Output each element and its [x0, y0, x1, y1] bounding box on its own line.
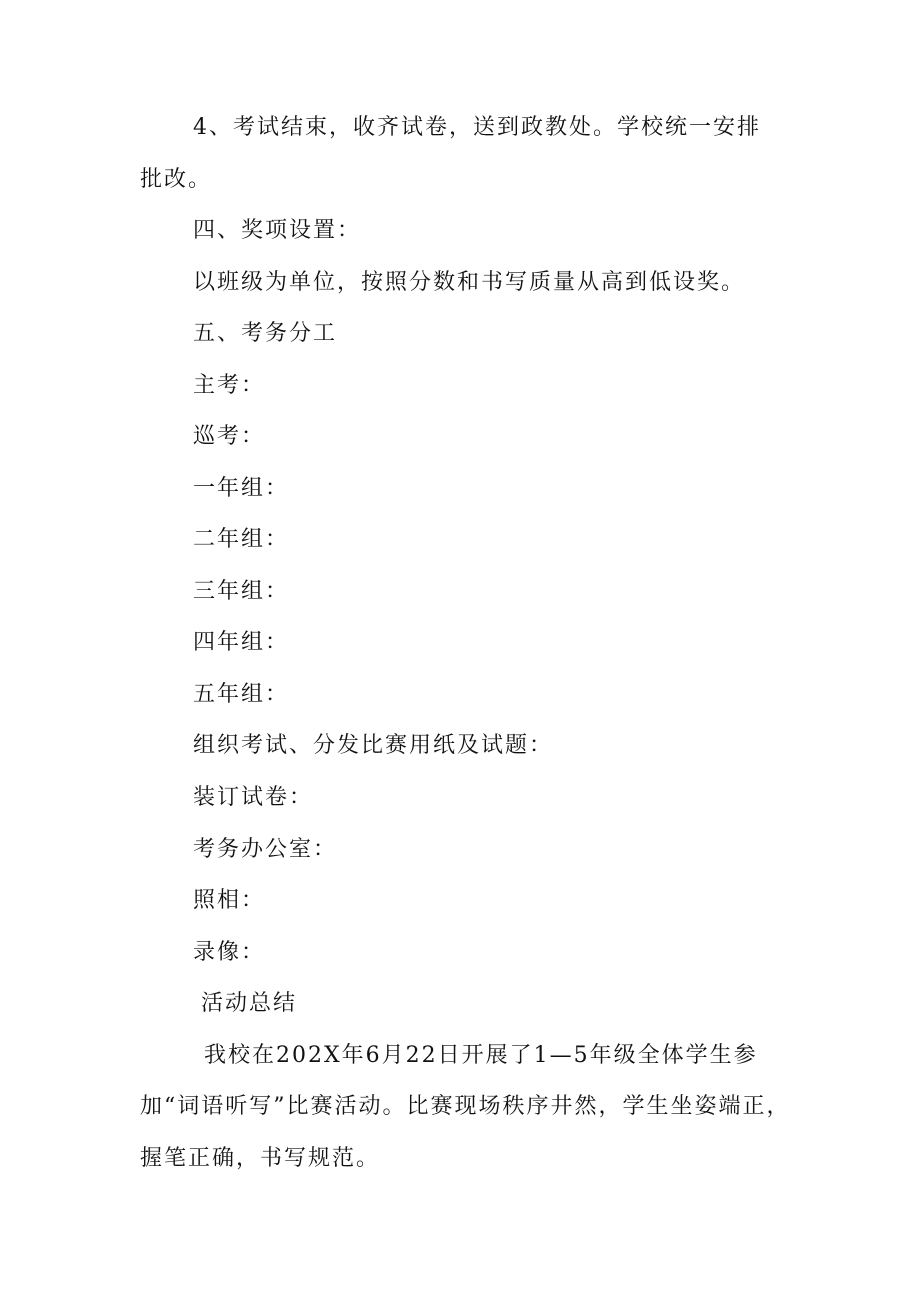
duties-heading: 五、考务分工 — [193, 321, 338, 346]
grade2-group-label: 二年组： — [193, 527, 290, 552]
chief-examiner-label: 主考： — [193, 373, 266, 398]
exam-office-label: 考务办公室： — [193, 837, 338, 862]
awards-heading: 四、奖项设置： — [193, 218, 362, 243]
organize-exam-label: 组织考试、分发比赛用纸及试题： — [193, 733, 554, 758]
awards-body: 以班级为单位，按照分数和书写质量从高到低设奖。 — [193, 270, 746, 295]
exam-end-line-2: 批改。 — [140, 167, 213, 192]
exam-end-line-1: 4、考试结束，收齐试卷，送到政教处。学校统一安排 — [193, 115, 761, 140]
grade4-group-label: 四年组： — [193, 630, 290, 655]
video-recording-label: 录像： — [193, 940, 266, 965]
summary-heading: 活动总结 — [201, 991, 298, 1016]
patrol-examiner-label: 巡考： — [193, 424, 266, 449]
grade1-group-label: 一年组： — [193, 476, 290, 501]
grade5-group-label: 五年组： — [193, 682, 290, 707]
bind-papers-label: 装订试卷： — [193, 785, 314, 810]
grade3-group-label: 三年组： — [193, 579, 290, 604]
summary-line-1: 我校在202X年6月22日开展了1—5年级全体学生参 — [204, 1043, 758, 1068]
photography-label: 照相： — [193, 888, 266, 913]
summary-line-3: 握笔正确，书写规范。 — [140, 1146, 381, 1171]
summary-line-2: 加“词语听写”比赛活动。比赛现场秩序井然，学生坐姿端正， — [140, 1094, 791, 1119]
